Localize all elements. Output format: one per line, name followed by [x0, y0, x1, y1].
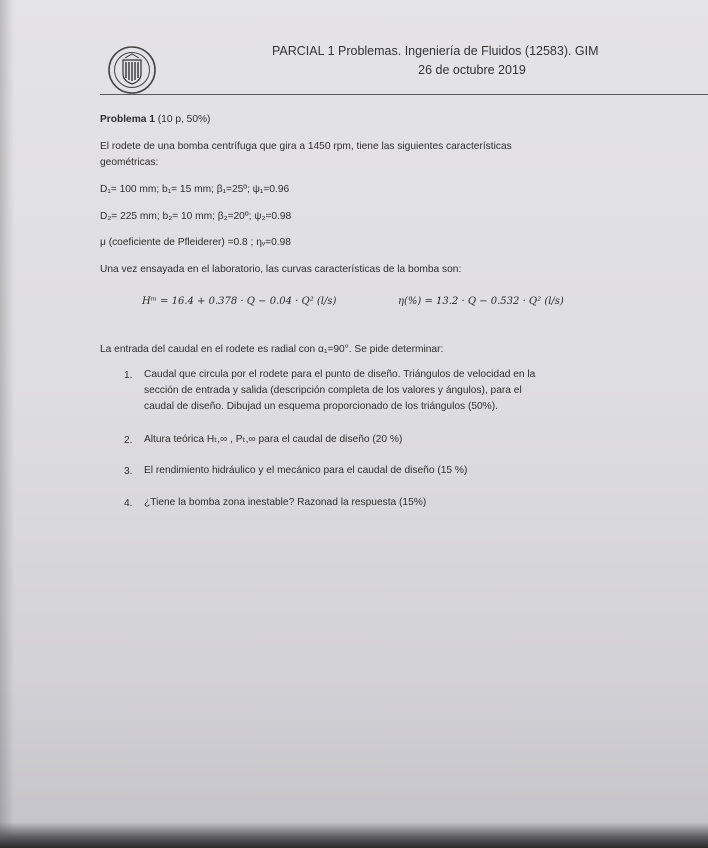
task-line: Altura teórica Hₜ,∞ , Pₜ,∞ para el caudal de diseño (20 %) [144, 434, 403, 445]
task-line: Caudal que circula por el rodete para el punto de diseño. Triángulos de velocidad en la [144, 369, 536, 380]
efficiency-curve-formula: η(%) = 13.2 · Q − 0.532 · Q² (l/s) [398, 296, 564, 307]
university-seal-icon [107, 45, 157, 95]
item-number: 1. [124, 370, 133, 381]
page-edge-shadow [0, 0, 14, 848]
problem-label: Problema 1 [100, 114, 155, 125]
task-item-3 [144, 463, 604, 479]
head-curve-formula: Hᵐ = 16.4 + 0.378 · Q − 0.04 · Q² (l/s) [142, 296, 337, 307]
inlet-condition: La entrada del caudal en el rodete es radial con α₁=90°. Se pide determinar: [100, 344, 444, 355]
task-line: caudal de diseño. Dibujad un esquema proporcionado de los triángulos (50%). [144, 401, 498, 412]
task-item-4 [144, 495, 604, 511]
task-line: sección de entrada y salida (descripción completa de los valores y ángulos), para el [144, 385, 522, 396]
problem-intro-line1: El rodete de una bomba centrífuga que gira a 1450 rpm, tiene las siguientes características [100, 141, 512, 152]
item-number: 2. [124, 435, 133, 446]
pfleiderer-coefficient: μ (coeficiente de Pfleiderer) =0.8 ; ηᵥ=0.98 [100, 237, 291, 248]
header-divider [100, 94, 708, 95]
inlet-geometry: D₁= 100 mm; b₁= 15 mm; β₁=25º; ψ₁=0.96 [100, 184, 290, 195]
task-line: ¿Tiene la bomba zona inestable? Razonad la respuesta (15%) [144, 497, 427, 508]
problem-intro-line2: geométricas: [100, 157, 159, 168]
outlet-geometry: D₂= 225 mm; b₂= 10 mm; β₂=20º; ψ₂=0.98 [100, 211, 292, 222]
item-number: 3. [124, 466, 133, 477]
task-item-2 [144, 432, 604, 448]
page-bottom-shadow [0, 822, 708, 848]
problem-points: (10 p, 50%) [157, 114, 211, 125]
exam-title: PARCIAL 1 Problemas. Ingeniería de Fluidos (12583). GIM [272, 44, 599, 58]
task-line: El rendimiento hidráulico y el mecánico para el caudal de diseño (15 %) [144, 465, 468, 476]
exam-date: 26 de octubre 2019 [418, 63, 526, 77]
problem-heading [100, 112, 210, 128]
item-number: 4. [124, 498, 133, 509]
curves-intro: Una vez ensayada en el laboratorio, las curvas características de la bomba son: [100, 264, 462, 275]
task-item-1 [144, 367, 604, 415]
